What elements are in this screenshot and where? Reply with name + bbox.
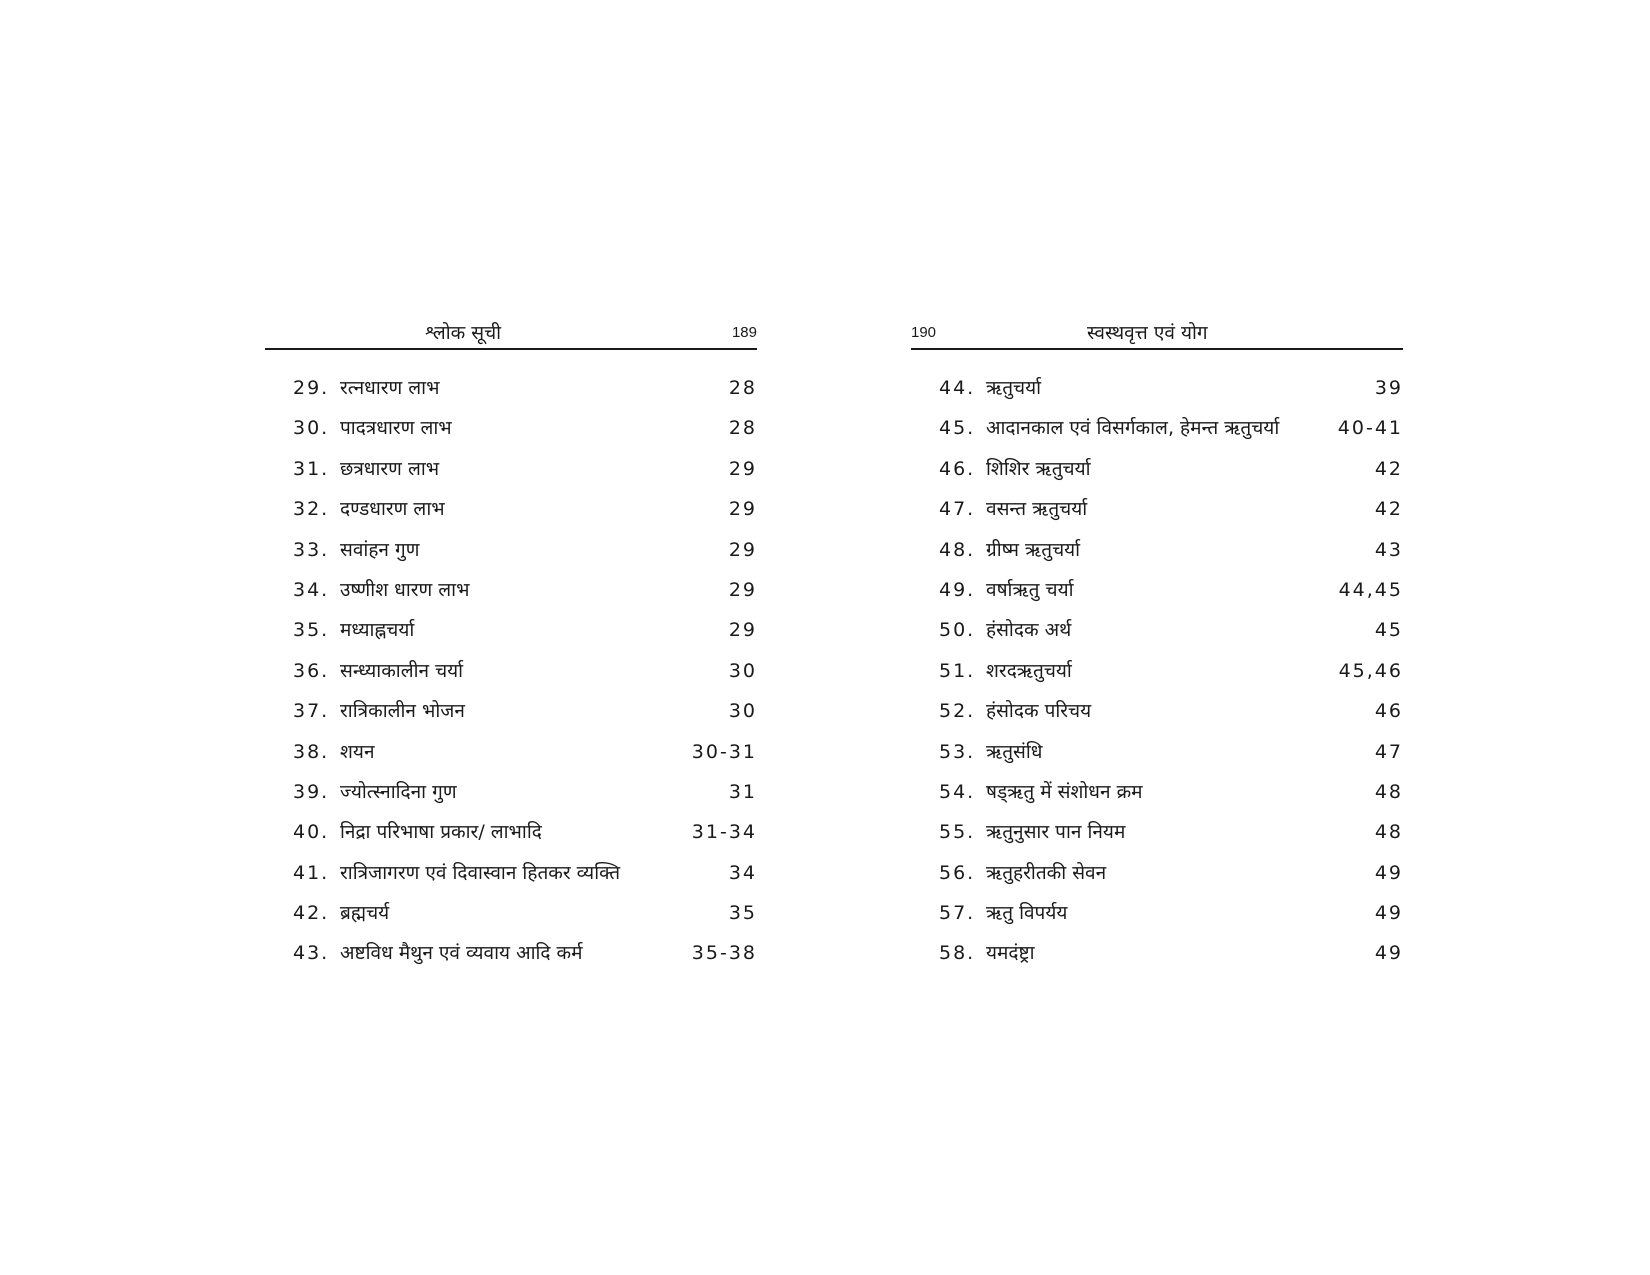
- entry-page-ref: 49: [1374, 902, 1403, 925]
- index-entry: [911, 853, 1403, 893]
- index-entry: [911, 893, 1403, 933]
- entry-number: 45.: [939, 417, 976, 440]
- entry-number: 50.: [939, 619, 976, 642]
- index-entry: [911, 530, 1403, 570]
- entry-title: शिशिर ऋतुचर्या: [986, 457, 1091, 480]
- index-list: [265, 368, 757, 974]
- left-page: [265, 318, 757, 974]
- entry-number: 36.: [293, 659, 330, 682]
- entry-title: ब्रह्मचर्य: [340, 902, 390, 925]
- index-entry: [265, 449, 757, 489]
- entry-page-ref: 34: [728, 861, 757, 884]
- index-entry: [265, 368, 757, 408]
- entry-page-ref: 29: [728, 538, 757, 561]
- entry-number: 31.: [293, 457, 330, 480]
- index-entry: [911, 651, 1403, 691]
- entry-page-ref: 39: [1374, 377, 1403, 399]
- entry-title: षड्ऋतु में संशोधन क्रम: [986, 780, 1143, 803]
- entry-title: ऋतुहरीतकी सेवन: [986, 861, 1107, 884]
- entry-title: रात्रिकालीन भोजन: [340, 700, 465, 723]
- index-entry: [911, 449, 1403, 489]
- entry-page-ref: 31-34: [691, 821, 757, 844]
- entry-page-ref: 40-41: [1337, 417, 1403, 440]
- index-entry: [265, 651, 757, 691]
- index-entry: [265, 530, 757, 570]
- entry-page-ref: 48: [1374, 780, 1403, 803]
- entry-number: 43.: [293, 942, 330, 965]
- entry-title: हंसोदक परिचय: [986, 700, 1092, 723]
- entry-number: 56.: [939, 861, 976, 884]
- entry-page-ref: 47: [1374, 740, 1403, 763]
- index-entry: [265, 893, 757, 933]
- entry-number: 47.: [939, 498, 976, 521]
- entry-title: पादत्रधारण लाभ: [340, 417, 452, 440]
- entry-title: वर्षाऋतु चर्या: [986, 578, 1074, 601]
- entry-title: वसन्त ऋतुचर्या: [986, 498, 1088, 521]
- entry-title: निद्रा परिभाषा प्रकार/ लाभादि: [340, 821, 542, 844]
- index-list: [911, 368, 1403, 974]
- entry-page-ref: 44,45: [1338, 578, 1403, 601]
- index-entry: [265, 732, 757, 772]
- entry-number: 38.: [293, 740, 330, 763]
- entry-title: ग्रीष्म ऋतुचर्या: [986, 538, 1081, 561]
- entry-number: 32.: [293, 498, 330, 521]
- entry-title: छत्रधारण लाभ: [340, 457, 440, 480]
- entry-title: सन्ध्याकालीन चर्या: [340, 659, 464, 682]
- index-entry: [265, 933, 757, 973]
- entry-number: 39.: [293, 780, 330, 803]
- index-entry: [911, 772, 1403, 812]
- entry-number: 41.: [293, 861, 330, 884]
- entry-title: अष्टविध मैथुन एवं व्यवाय आदि कर्म: [340, 942, 583, 965]
- entry-number: 51.: [939, 659, 976, 682]
- entry-title: शरदऋतुचर्या: [986, 659, 1072, 682]
- entry-title: आदानकाल एवं विसर्गकाल, हेमन्त ऋतुचर्या: [986, 417, 1280, 440]
- page-title: श्लोक सूची: [425, 322, 502, 344]
- entry-title: मध्याह्नचर्या: [340, 619, 415, 642]
- entry-page-ref: 45,46: [1338, 659, 1403, 682]
- index-entry: [265, 570, 757, 610]
- entry-page-ref: 35: [728, 902, 757, 925]
- index-entry: [265, 489, 757, 529]
- entry-page-ref: 46: [1374, 700, 1403, 723]
- entry-number: 30.: [293, 417, 330, 440]
- entry-title: रात्रिजागरण एवं दिवास्वान हितकर व्यक्ति: [340, 861, 621, 884]
- entry-number: 40.: [293, 821, 330, 844]
- entry-page-ref: 45: [1374, 619, 1403, 642]
- entry-page-ref: 30: [728, 700, 757, 723]
- entry-title: ज्योत्स्नादिना गुण: [340, 780, 457, 803]
- entry-title: ऋतुसंधि: [986, 740, 1043, 763]
- entry-page-ref: 48: [1374, 821, 1403, 844]
- index-entry: [911, 610, 1403, 650]
- entry-number: 29.: [293, 377, 330, 399]
- entry-page-ref: 43: [1374, 538, 1403, 561]
- index-entry: [265, 812, 757, 852]
- index-entry: [911, 570, 1403, 610]
- index-entry: [265, 853, 757, 893]
- entry-page-ref: 49: [1374, 861, 1403, 884]
- entry-title: हंसोदक अर्थ: [986, 619, 1072, 642]
- entry-number: 48.: [939, 538, 976, 561]
- entry-number: 44.: [939, 377, 976, 399]
- index-entry: [911, 933, 1403, 973]
- index-entry: [265, 772, 757, 812]
- entry-page-ref: 35-38: [691, 942, 757, 965]
- entry-number: 46.: [939, 457, 976, 480]
- entry-title: शयन: [340, 740, 375, 763]
- index-entry: [911, 691, 1403, 731]
- entry-page-ref: 42: [1374, 498, 1403, 521]
- index-entry: [265, 691, 757, 731]
- page-title: स्वस्थवृत्त एवं योग: [1087, 322, 1208, 344]
- right-page: [911, 318, 1403, 974]
- entry-title: उष्णीश धारण लाभ: [340, 578, 470, 601]
- entry-page-ref: 49: [1374, 942, 1403, 965]
- entry-title: दण्डधारण लाभ: [340, 498, 445, 521]
- entry-number: 52.: [939, 700, 976, 723]
- entry-number: 34.: [293, 578, 330, 601]
- entry-title: यमदंष्ट्रा: [986, 942, 1035, 965]
- entry-page-ref: 42: [1374, 457, 1403, 480]
- entry-number: 35.: [293, 619, 330, 642]
- entry-number: 54.: [939, 780, 976, 803]
- entry-page-ref: 30-31: [691, 740, 757, 763]
- entry-number: 49.: [939, 578, 976, 601]
- index-entry: [911, 489, 1403, 529]
- entry-page-ref: 29: [728, 578, 757, 601]
- entry-number: 33.: [293, 538, 330, 561]
- index-entry: [911, 408, 1403, 448]
- entry-number: 37.: [293, 700, 330, 723]
- index-entry: [911, 812, 1403, 852]
- entry-page-ref: 30: [728, 659, 757, 682]
- index-entry: [265, 610, 757, 650]
- entry-page-ref: 29: [728, 619, 757, 642]
- entry-number: 58.: [939, 942, 976, 965]
- page-number: 190: [911, 324, 937, 341]
- page-number: 189: [731, 324, 757, 341]
- index-entry: [911, 368, 1403, 408]
- entry-number: 42.: [293, 902, 330, 925]
- entry-page-ref: 29: [728, 498, 757, 521]
- entry-page-ref: 28: [728, 377, 757, 399]
- entry-title: सवांहन गुण: [340, 538, 420, 561]
- index-entry: [911, 732, 1403, 772]
- entry-title: ऋतुचर्या: [986, 377, 1042, 399]
- entry-page-ref: 28: [728, 417, 757, 440]
- index-entry: [265, 408, 757, 448]
- entry-page-ref: 31: [728, 780, 757, 803]
- entry-title: ऋतु विपर्यय: [986, 902, 1068, 925]
- entry-title: ऋतुनुसार पान नियम: [986, 821, 1126, 844]
- entry-title: रत्नधारण लाभ: [340, 377, 440, 399]
- entry-number: 57.: [939, 902, 976, 925]
- page-header: [265, 318, 757, 350]
- entry-number: 55.: [939, 821, 976, 844]
- entry-page-ref: 29: [728, 457, 757, 480]
- entry-number: 53.: [939, 740, 976, 763]
- page-header: [911, 318, 1403, 350]
